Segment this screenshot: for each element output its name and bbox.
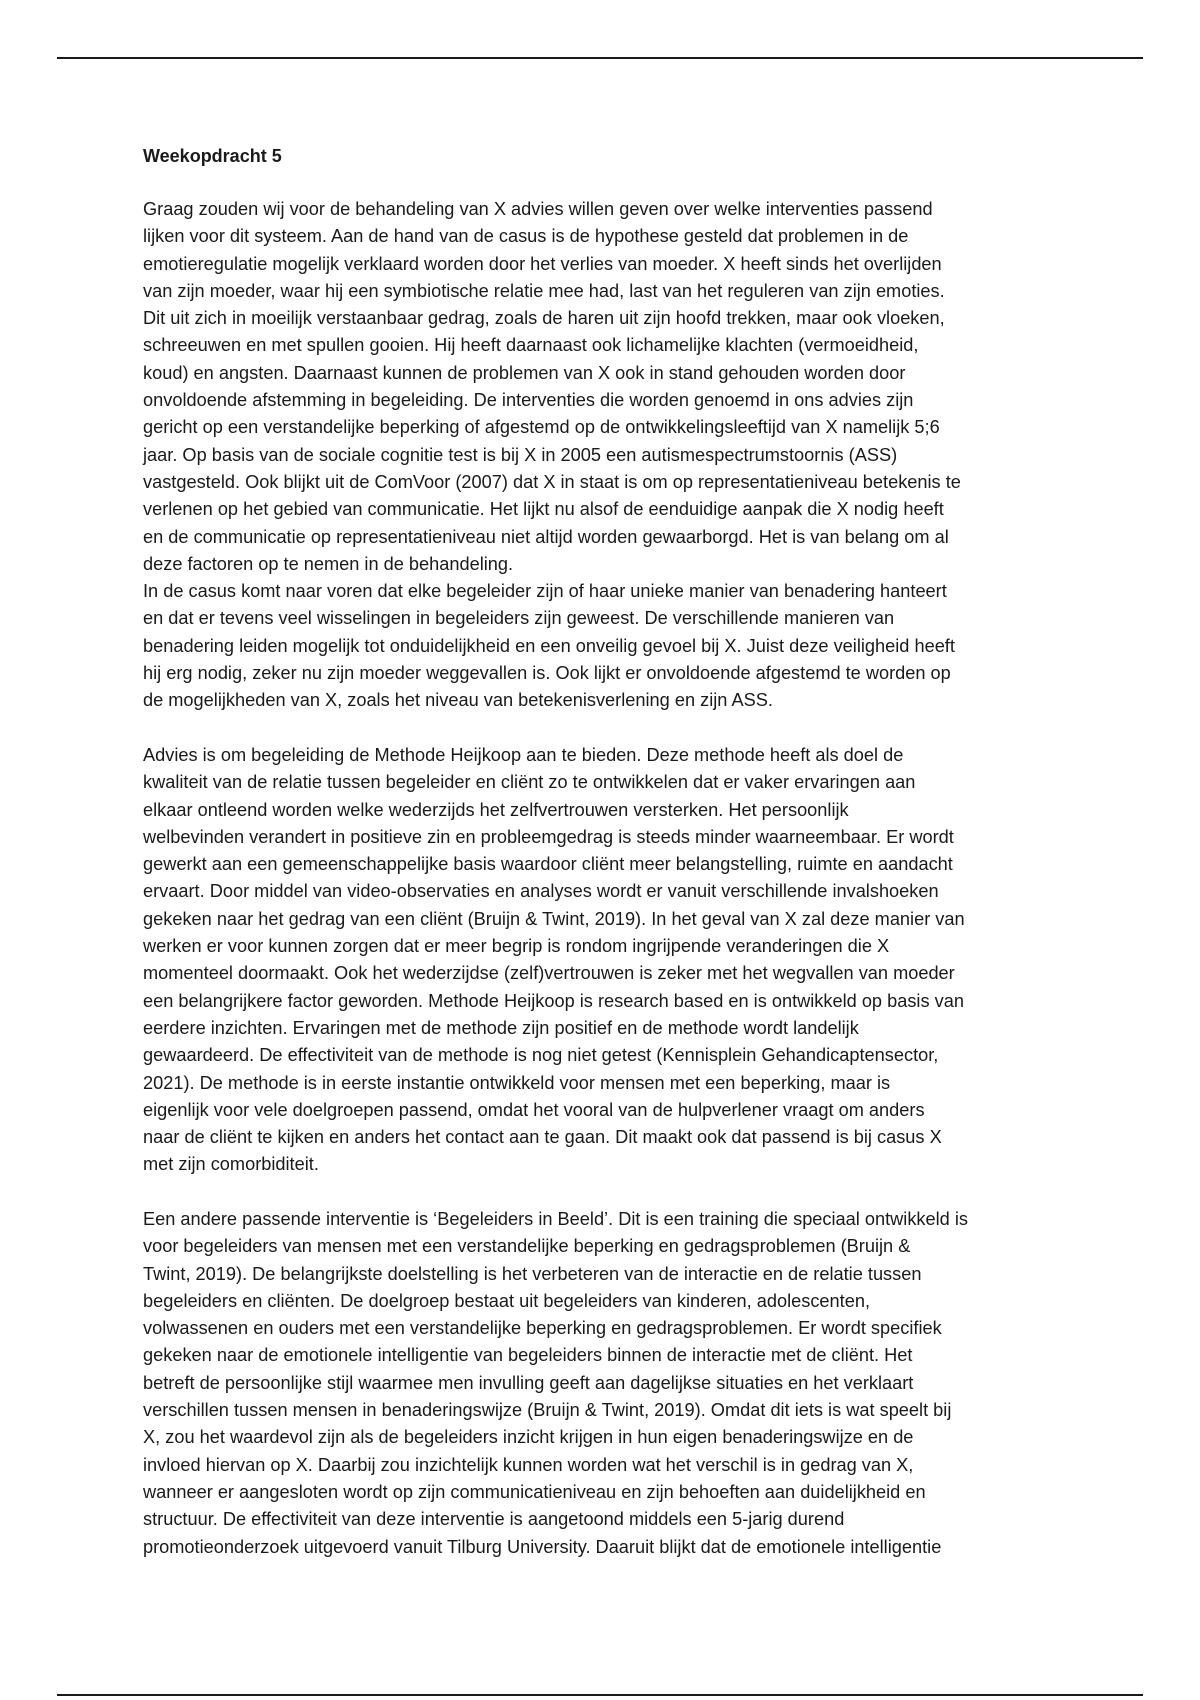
text-line: een belangrijkere factor geworden. Methode Heijkoop is research based en is ontwikkeld op basis van (143, 990, 964, 1011)
text-line: jaar. Op basis van de sociale cognitie test is bij X in 2005 een autismespectrumstoornis (ASS) (143, 444, 898, 465)
text-line: emotieregulatie mogelijk verklaard worden door het verlies van moeder. X heeft sinds het overlijden (143, 253, 942, 274)
paragraph-4 (143, 1206, 1063, 1561)
text-line: verlenen op het gebied van communicatie. Het lijkt nu alsof de eenduidige aanpak die X nodig heeft (143, 499, 944, 520)
text-line: gekeken naar de emotionele intelligentie van begeleiders binnen de interactie met de cliënt. Het (143, 1345, 913, 1366)
text-line: eerdere inzichten. Ervaringen met de methode zijn positief en de methode wordt landelijk (143, 1017, 859, 1038)
text-line: In de casus komt naar voren dat elke begeleider zijn of haar unieke manier van benadering hanteert (143, 581, 947, 602)
text-line: met zijn comorbiditeit. (143, 1154, 319, 1175)
document-body (143, 143, 1063, 1588)
text-line: vastgesteld. Ook blijkt uit de ComVoor (2007) dat X in staat is om op representatieniveau betekenis te (143, 471, 961, 492)
text-line: werken er voor kunnen zorgen dat er meer begrip is rondom ingrijpende veranderingen die X (143, 936, 890, 957)
text-line: onvoldoende afstemming in begeleiding. De interventies die worden genoemd in ons advies zijn (143, 390, 914, 411)
text-line: en de communicatie op representatieniveau niet altijd worden gewaarborgd. Het is van belang om al (143, 526, 949, 547)
text-line: schreeuwen en met spullen gooien. Hij heeft daarnaast ook lichamelijke klachten (vermoeidheid, (143, 335, 919, 356)
paragraph-1 (143, 196, 1063, 578)
text-line: wanneer er aangesloten wordt op zijn communicatieniveau en zijn behoeften aan duidelijkheid en (143, 1481, 926, 1502)
page-top-rule (57, 57, 1143, 59)
text-line: ervaart. Door middel van video-observaties en analyses wordt er vanuit verschillende invalshoeken (143, 881, 939, 902)
text-line: gewerkt aan een gemeenschappelijke basis waardoor cliënt meer belangstelling, ruimte en aandacht (143, 854, 953, 875)
text-line: Twint, 2019). De belangrijkste doelstelling is het verbeteren van de interactie en de relatie tussen (143, 1263, 922, 1284)
text-line: X, zou het waardevol zijn als de begeleiders inzicht krijgen in hun eigen benaderingswijze en de (143, 1427, 914, 1448)
text-line: 2021). De methode is in eerste instantie ontwikkeld voor mensen met een beperking, maar is (143, 1072, 891, 1093)
page-bottom-rule (57, 1694, 1143, 1696)
text-line: betreft de persoonlijke stijl waarmee men invulling geeft aan dagelijkse situaties en het verklaart (143, 1372, 914, 1393)
text-line: eigenlijk voor vele doelgroepen passend, omdat het vooral van de hulpverlener vraagt om anders (143, 1099, 925, 1120)
text-line: Advies is om begeleiding de Methode Heijkoop aan te bieden. Deze methode heeft als doel de (143, 744, 904, 765)
text-line: promotieonderzoek uitgevoerd vanuit Tilburg University. Daaruit blijkt dat de emotionele intelligentie (143, 1536, 942, 1557)
text-line: gewaardeerd. De effectiviteit van de methode is nog niet getest (Kennisplein Gehandicaptensector, (143, 1045, 939, 1066)
text-line: en dat er tevens veel wisselingen in begeleiders zijn geweest. De verschillende manieren van (143, 608, 895, 629)
text-line: kwaliteit van de relatie tussen begeleider en cliënt zo te ontwikkelen dat er vaker ervaringen aan (143, 772, 916, 793)
text-line: naar de cliënt te kijken en anders het contact aan te gaan. Dit maakt ook dat passend is bij casus X (143, 1127, 942, 1148)
text-line: begeleiders en cliënten. De doelgroep bestaat uit begeleiders van kinderen, adolescenten, (143, 1290, 870, 1311)
text-line: Dit uit zich in moeilijk verstaanbaar gedrag, zoals de haren uit zijn hoofd trekken, maar ook vloeken, (143, 308, 945, 329)
text-line: invloed hiervan op X. Daarbij zou inzichtelijk kunnen worden wat het verschil is in gedrag van X, (143, 1454, 914, 1475)
text-line: verschillen tussen mensen in benaderingswijze (Bruijn & Twint, 2019). Omdat dit iets is wat speelt bij (143, 1400, 952, 1421)
text-line: structuur. De effectiviteit van deze interventie is aangetoond middels een 5-jarig durend (143, 1509, 845, 1530)
document-title: Weekopdracht 5 (143, 146, 282, 166)
text-line: Een andere passende interventie is ‘Begeleiders in Beeld’. Dit is een training die speciaal ontwikkeld is (143, 1208, 968, 1229)
text-line: momenteel doormaakt. Ook het wederzijdse (zelf)vertrouwen is zeker met het wegvallen van moeder (143, 963, 955, 984)
text-line: de mogelijkheden van X, zoals het niveau van betekenisverlening en zijn ASS. (143, 690, 773, 711)
text-line: koud) en angsten. Daarnaast kunnen de problemen van X ook in stand gehouden worden door (143, 362, 906, 383)
text-line: Graag zouden wij voor de behandeling van X advies willen geven over welke interventies passend (143, 199, 933, 219)
text-line: volwassenen en ouders met een verstandelijke beperking en gedragsproblemen. Er wordt specifiek (143, 1318, 942, 1339)
text-line: benadering leiden mogelijk tot onduidelijkheid en een onveilig gevoel bij X. Juist deze veiligheid heeft (143, 635, 955, 656)
text-line: elkaar ontleend worden welke wederzijds het zelfvertrouwen versterken. Het persoonlijk (143, 799, 849, 820)
text-line: gericht op een verstandelijke beperking of afgestemd op de ontwikkelingsleeftijd van X namelijk 5;6 (143, 417, 940, 438)
text-line: deze factoren op te nemen in de behandeling. (143, 553, 514, 574)
text-line: voor begeleiders van mensen met een verstandelijke beperking en gedragsproblemen (Bruijn & (143, 1236, 911, 1257)
text-line: hij erg nodig, zeker nu zijn moeder weggevallen is. Ook lijkt er onvoldoende afgestemd te worden op (143, 663, 951, 684)
paragraph-2 (143, 578, 1063, 714)
text-line: welbevinden verandert in positieve zin en probleemgedrag is steeds minder waarneembaar. Er wordt (143, 826, 954, 847)
paragraph-3 (143, 742, 1063, 1179)
text-line: gekeken naar het gedrag van een cliënt (Bruijn & Twint, 2019). In het geval van X zal deze manier van (143, 908, 965, 929)
text-line: van zijn moeder, waar hij een symbiotische relatie mee had, last van het reguleren van zijn emoties. (143, 280, 945, 301)
text-line: lijken voor dit systeem. Aan de hand van de casus is de hypothese gesteld dat problemen in de (143, 226, 909, 247)
